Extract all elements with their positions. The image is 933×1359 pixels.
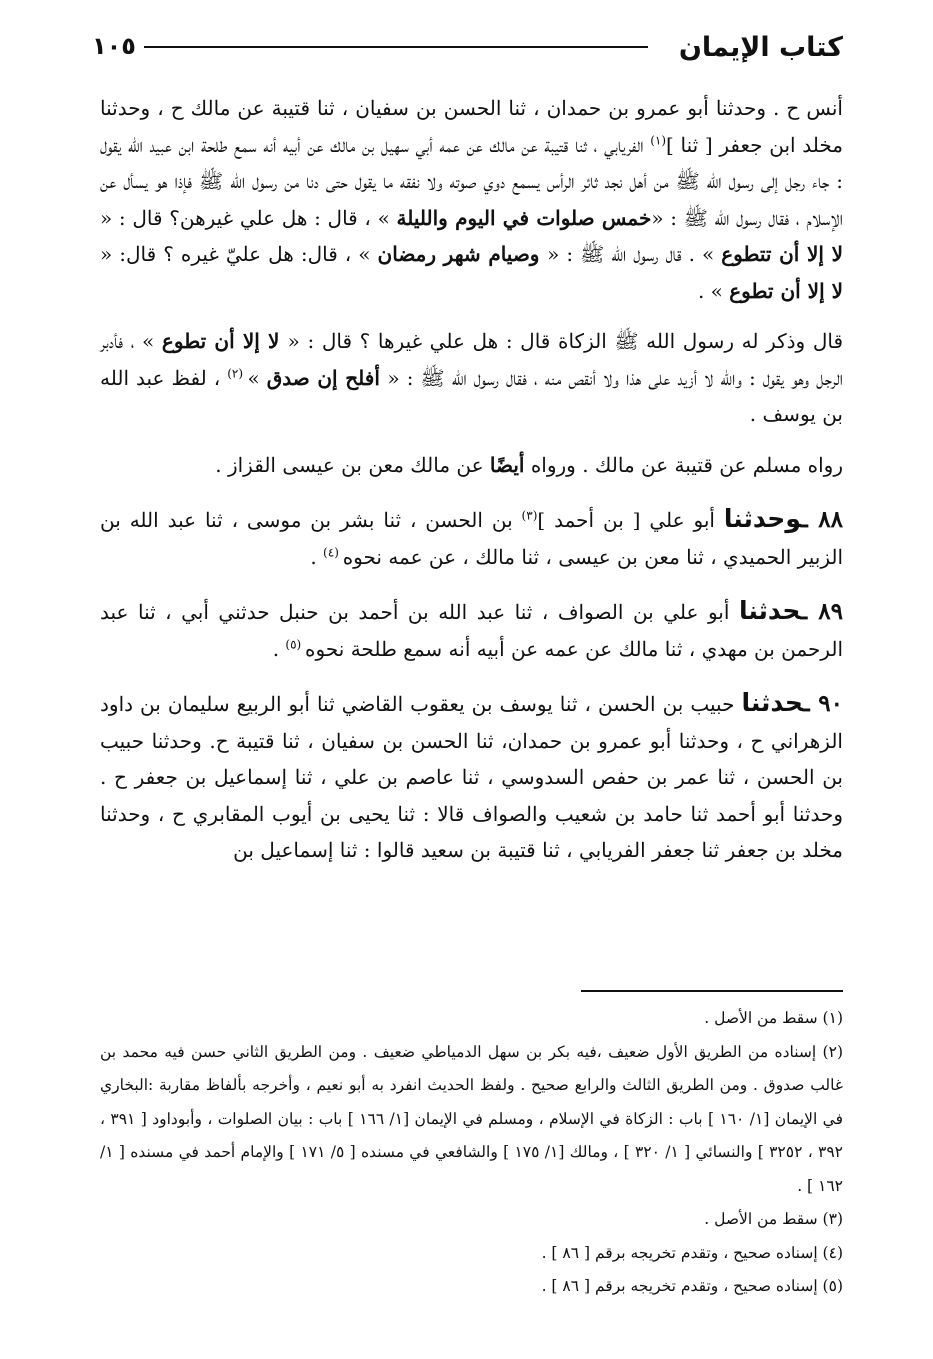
page-number: ١٠٥	[92, 32, 136, 60]
footnote-ref[interactable]: (١)	[650, 132, 667, 147]
text-segment: .	[272, 636, 286, 661]
text-segment: » .	[697, 278, 730, 303]
hadith-lead-word: حدثنا	[741, 688, 803, 717]
text-segment: .	[310, 544, 324, 569]
paragraph-zakat	[100, 323, 843, 433]
text-segment: قال وذكر له رسول الله ﷺ الزكاة قال : هل علي غيرها ؟ قال : «	[287, 329, 844, 353]
text-segment: رواه مسلم عن قتيبة عن مالك . ورواه	[524, 452, 843, 477]
hadith-number: ٩٠ ـ	[802, 690, 843, 717]
hadith-90	[100, 685, 843, 869]
prophetic-quote: لا إلا أن تطوع	[161, 329, 288, 353]
footnote-2: (٢) إسناده من الطريق الأول ضعيف ،فيه بكر بن سهل الدمياطي ضعيف . ومن الطريق الثاني حسن فيه محمد بن غالب صدوق . ومن الطريق الثالث والرابع صحيح . ولفظ الحديث انفرد به أبو نعيم ، وأخرجه بألفاظ مقاربة :البخاري في الإيمان [١/ ١٦٠ ] باب : الزكاة في الإسلام ، ومسلم في الإيمان [١/ ١٦٦ ] باب : بيان الصلوات ، وأبوداود [ ٣٩١ ، ٣٩٢ ، ٣٢٥٢ ] والنسائي [ ١/ ٣٢٠ ] ، ومالك [١/ ١٧٥ ] والشافعي في مسنده [ ٥/ ١٧١ ] والإمام أحمد في مسنده [ ١/ ١٦٢ ] .	[100, 1042, 844, 1195]
text-segment: » ، قال: هل عليّ غيره ؟ قال: «	[100, 242, 378, 266]
hadith-88	[100, 501, 843, 575]
footnote-5: (٥) إسناده صحيح ، وتقدم تخريجه برقم [ ٨٦ ] .	[541, 1277, 843, 1295]
text-segment: »	[247, 365, 267, 390]
text-segment: » . قال رسول الله ﷺ : «	[547, 242, 722, 266]
book-title: كتاب الإيمان	[678, 32, 843, 63]
text-segment: » ، قال : هل علي غيرهن؟ قال : «	[100, 205, 397, 230]
paragraph-muslim-note	[100, 447, 843, 484]
footnotes	[100, 1002, 843, 1304]
text-segment: ، لفظ عبد الله بن يوسف .	[100, 365, 843, 426]
prophetic-quote: خمس صلوات في اليوم والليلة	[396, 205, 652, 230]
prophetic-quote: وصيام شهر رمضان	[377, 242, 548, 266]
footnote-4: (٤) إسناده صحيح ، وتقدم تخريجه برقم [ ٨٦ ] .	[541, 1243, 843, 1262]
text-segment: حبيب بن الحسن ، ثنا يوسف بن يعقوب القاضي ثنا أبو الربيع سليمان بن داود الزهراني ح ، وحدثنا أبو عمرو بن حمدان، ثنا الحسن بن سفيان ، ثنا قتيبة ح. وحدثنا حبيب بن الحسن ، ثنا عمر بن حفص السدوسي ، ثنا عاصم بن علي ، ثنا إسماعيل بن جعفر ح . وحدثنا أبو أحمد ثنا حامد بن شعيب والصواف قالا : ثنا يحيى بن أيوب المقابري ح ، وحدثنا مخلد بن جعفر ثنا جعفر الفريابي ، ثنا قتيبة بن سعيد قالوا : ثنا إسماعيل بن	[100, 692, 843, 862]
page-header	[92, 30, 843, 70]
footnote-ref[interactable]: (٥)	[285, 636, 306, 651]
bold-word: أيضًا	[489, 452, 525, 477]
footnote-separator	[581, 990, 843, 992]
prophetic-quote: أفلح إن صدق	[266, 365, 388, 390]
hadith-89	[100, 593, 843, 667]
footnote-3: (٣) سقط من الأصل .	[704, 1210, 843, 1228]
text-segment: عن مالك معن بن عيسى القزاز .	[215, 452, 490, 477]
footnote-ref[interactable]: (٣)	[521, 508, 538, 523]
text-segment: أنس ح . وحدثنا أبو عمرو بن حمدان ، ثنا الحسن بن سفيان ، ثنا قتيبة عن مالك ح ، وحدثنا مخلد ابن جعفر [ ثنا ]	[100, 96, 843, 157]
main-text	[100, 90, 843, 887]
prophetic-quote: لا إلا أن تطوع	[729, 278, 843, 303]
text-segment: أبو علي بن الصواف ، ثنا عبد الله بن أحمد بن حنبل حدثني أبي ، ثنا عبد الرحمن بن مهدي ، ثنا مالك عن عمه عن أبيه أنه سمع طلحة نحوه	[100, 600, 843, 661]
hadith-number: ٨٨ ـ	[801, 506, 844, 533]
text-segment: أبو علي [ بن أحمد ]	[537, 508, 724, 532]
text-segment: الفريابي ، ثنا قتيبة عن مالك عن عمه أبي سهيل بن مالك عن أبيه أنه سمع طلحة ابن عبيد الله يقول : جاء رجل إلى رسول الله ﷺ من أهل نجد ثائر الرأس يسمع دوي صوته ولا نفقه ما يقول حتى دنا من رسول الله ﷺ فإذا هو يسأل عن الإسلام ، فقال رسول الله ﷺ : «	[100, 132, 843, 230]
prophetic-quote: لا إلا أن تتطوع	[721, 242, 843, 266]
paragraph-hadith-continuation	[100, 90, 843, 309]
header-rule	[144, 46, 648, 48]
hadith-number: ٨٩ ـ	[800, 598, 843, 625]
footnote-ref[interactable]: (٢)	[227, 365, 248, 380]
text-segment: » ، فأدبر الرجل وهو يقول : والله لا أزيد على هذا ولا أنقص منه ، فقال رسول الله ﷺ : «	[100, 329, 844, 390]
hadith-lead-word: وحدثنا	[723, 504, 801, 533]
footnote-ref[interactable]: (٤)	[323, 544, 343, 559]
hadith-lead-word: حدثنا	[738, 596, 801, 625]
text-segment: بن الحسن ، ثنا بشر بن موسى ، ثنا عبد الله بن الزبير الحميدي ، ثنا معن بن عيسى ، ثنا مالك ، عن عمه نحوه	[100, 508, 843, 569]
footnote-1: (١) سقط من الأصل .	[704, 1009, 843, 1027]
